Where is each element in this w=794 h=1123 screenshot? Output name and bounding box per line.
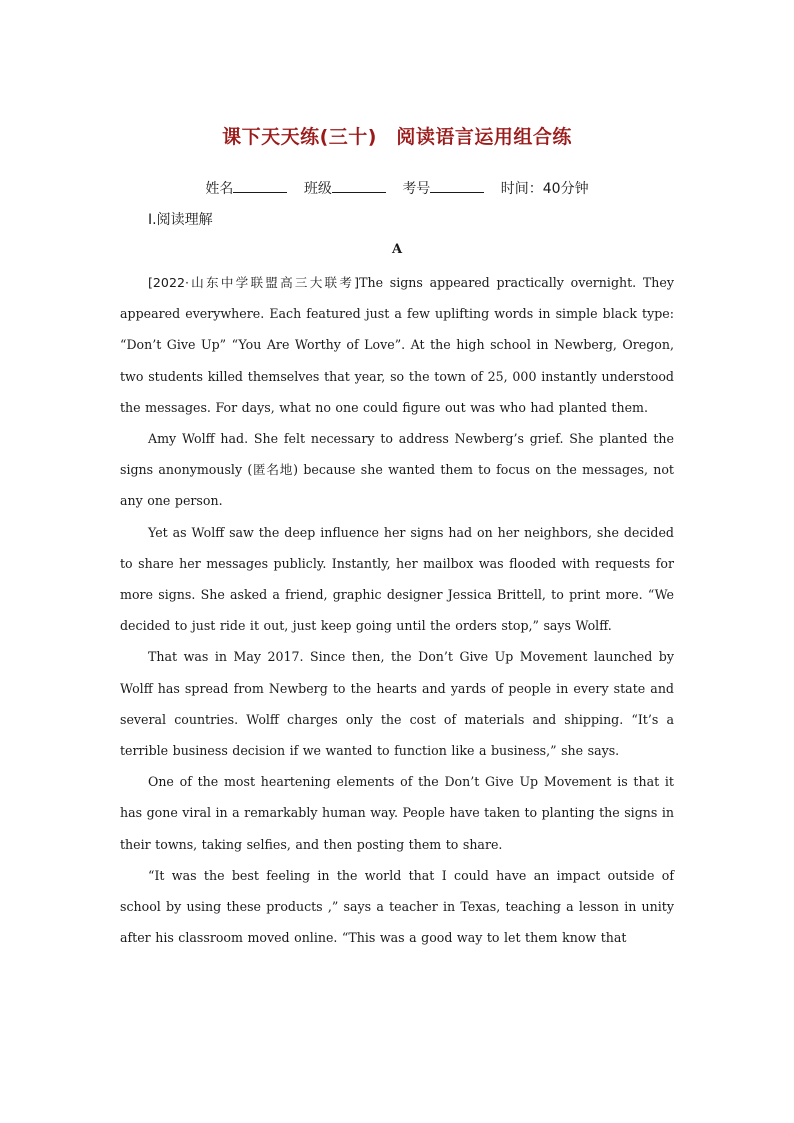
- passage-label: A: [391, 242, 403, 257]
- name-label: 姓名: [205, 181, 234, 197]
- student-info-line: [0, 178, 794, 198]
- page-title: 课下天天练(三十) 阅读语言运用组合练: [222, 126, 572, 148]
- source-tag: [2022·山东中学联盟高三大联考]: [148, 275, 360, 290]
- exam-number-label: 考号: [402, 181, 431, 197]
- paragraph: That was in May 2017. Since then, the Don’t Give Up Movement launched by Wolff has spread from Newberg to the hearts and yards of people in every state and several countries. Wolff charges only the cost of materials and shipping. “It’s a terrible business decision if we wanted to function like a business,” she says.: [120, 649, 674, 759]
- name-blank[interactable]: [233, 180, 287, 193]
- section-heading: Ⅰ.阅读理解: [148, 212, 213, 228]
- exam-number-blank[interactable]: [430, 180, 484, 193]
- paragraph: Amy Wolff had. She felt necessary to address Newberg’s grief. She planted the signs anonymously (匿名地) because she wanted them to focus on the messages, not any one person.: [120, 431, 674, 509]
- paragraph: One of the most heartening elements of the Don’t Give Up Movement is that it has gone viral in a remarkably human way. People have taken to planting the signs in their towns, taking selfies, and then posting them to share.: [120, 774, 674, 852]
- exam-number-field: [402, 181, 484, 197]
- paragraph: [120, 267, 674, 423]
- name-field: [205, 181, 287, 197]
- paragraph: Yet as Wolff saw the deep influence her signs had on her neighbors, she decided to share her messages publicly. Instantly, her mailbox was flooded with requests for more signs. She asked a friend, graphic designer Jessica Brittell, to print more. “We decided to just ride it out, just keep going until the orders stop,” says Wolff.: [120, 524, 674, 634]
- class-blank[interactable]: [332, 180, 386, 193]
- paragraph-text: The signs appeared practically overnight. They appeared everywhere. Each featured just a few uplifting words in simple black type: “Don’t Give Up” “You Are Worthy of Love”. At the high school in Newberg, Oregon, two students killed themselves that year, so the town of 25, 000 instantly understood the messages. For days, what no one could figure out was who had planted them.: [120, 275, 674, 415]
- class-field: [304, 181, 386, 197]
- time-limit: 时间：40分钟: [500, 181, 589, 197]
- class-label: 班级: [303, 181, 332, 197]
- paragraph: “It was the best feeling in the world that I could have an impact outside of school by using these products ,” says a teacher in Texas, teaching a lesson in unity after his classroom moved online. “This was a good way to let them know that: [120, 867, 674, 946]
- reading-passage: [120, 267, 674, 953]
